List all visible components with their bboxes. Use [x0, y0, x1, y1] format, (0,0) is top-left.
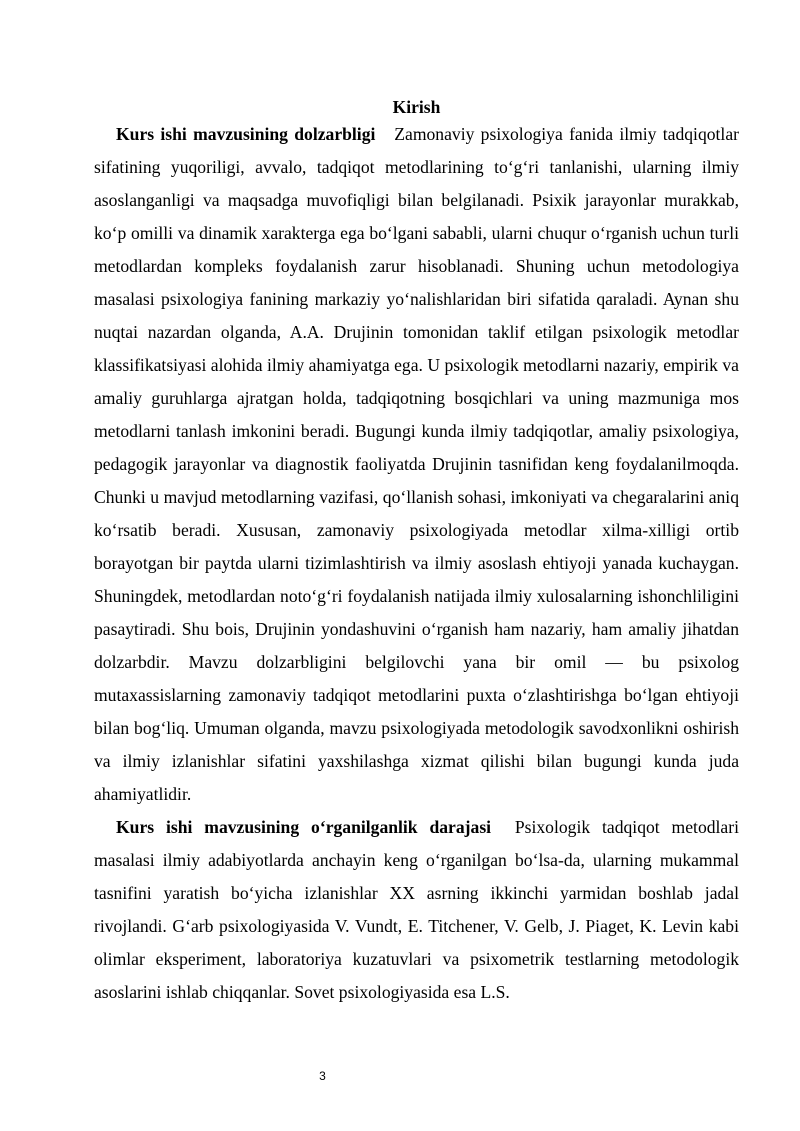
paragraph-text: Zamonaviy psixologiya fanida ilmiy tadqiqotlar sifatining yuqoriligi, avvalo, tadqiqot metodlarining to‘g‘ri tanlanishi, ularning ilmiy asoslanganligi va maqsadga muvofiqligi bilan belgilanadi. Psixik jarayonlar murakkab, ko‘p omilli va dinamik xarakterga ega bo‘lgani sababli, ularni chuqur o‘rganish uchun turli metodlardan kompleks foydalanish zarur hisoblanadi. Shuning uchun metodologiya masalasi psixologiya fanining markaziy yo‘nalishlaridan biri sifatida qaraladi. Aynan shu nuqtai nazardan olganda, A.A. Drujinin tomonidan taklif etilgan psixologik metodlar klassifikatsiyasi alohida ilmiy ahamiyatga ega. U psixologik metodlarni nazariy, empirik va amaliy guruhlarga ajratgan holda, tadqiqotning bosqichlari va uning mazmuniga mos metodlarni tanlash imkonini beradi. Bugungi kunda ilmiy tadqiqotlar, amaliy psixologiya, pedagogik jarayonlar va diagnostik faoliyatda Drujinin tasnifidan keng foydalanilmoqda. Chunki u mavjud metodlarning vazifasi, qo‘llanish sohasi, imkoniyati va chegaralarini aniq ko‘rsatib beradi. Xususan, zamonaviy psixologiyada metodlar xilma-xilligi ortib borayotgan bir paytda ularni tizimlashtirish va ilmiy asoslash ehtiyoji yanada kuchaygan. Shuningdek, metodlardan noto‘g‘ri foydalanish natijada ilmiy xulosalarning ishonchliligini pasaytiradi. Shu bois, Drujinin yondashuvini o‘rganish ham nazariy, ham amaliy jihatdan dolzarbdir. Mavzu dolzarbligini belgilovchi yana bir omil — bu psixolog mutaxassislarning zamonaviy tadqiqot metodlarini puxta o‘zlashtirishga bo‘lgan ehtiyoji bilan bog‘liq. Umuman olganda, mavzu psixologiyada metodologik savodxonlikni oshirish va ilmiy izlanishlar sifatini yaxshilashga xizmat qilishi bilan bugungi kunda juda ahamiyatlidir.	[94, 124, 739, 804]
page-number: 3	[319, 1069, 326, 1083]
body-text	[94, 118, 739, 1009]
paragraph-study-level	[94, 811, 739, 1009]
paragraph-lead: Kurs ishi mavzusining dolzarbligi	[116, 124, 376, 144]
paragraph-text: Psixologik tadqiqot metodlari masalasi ilmiy adabiyotlarda anchayin keng o‘rganilgan bo‘lsa-da, ularning mukammal tasnifini yaratish bo‘yicha izlanishlar XX asrning ikkinchi yarmidan boshlab jadal rivojlandi. G‘arb psixologiyasida V. Vundt, E. Titchener, V. Gelb, J. Piaget, K. Levin kabi olimlar eksperiment, laboratoriya kuzatuvlari va psixometrik testlarning metodologik asoslarini ishlab chiqqanlar. Sovet psixologiyasida esa L.S.	[94, 817, 739, 1002]
paragraph-relevance	[94, 118, 739, 811]
paragraph-lead: Kurs ishi mavzusining o‘rganilganlik darajasi	[116, 817, 492, 837]
section-heading: Kirish	[392, 97, 441, 117]
